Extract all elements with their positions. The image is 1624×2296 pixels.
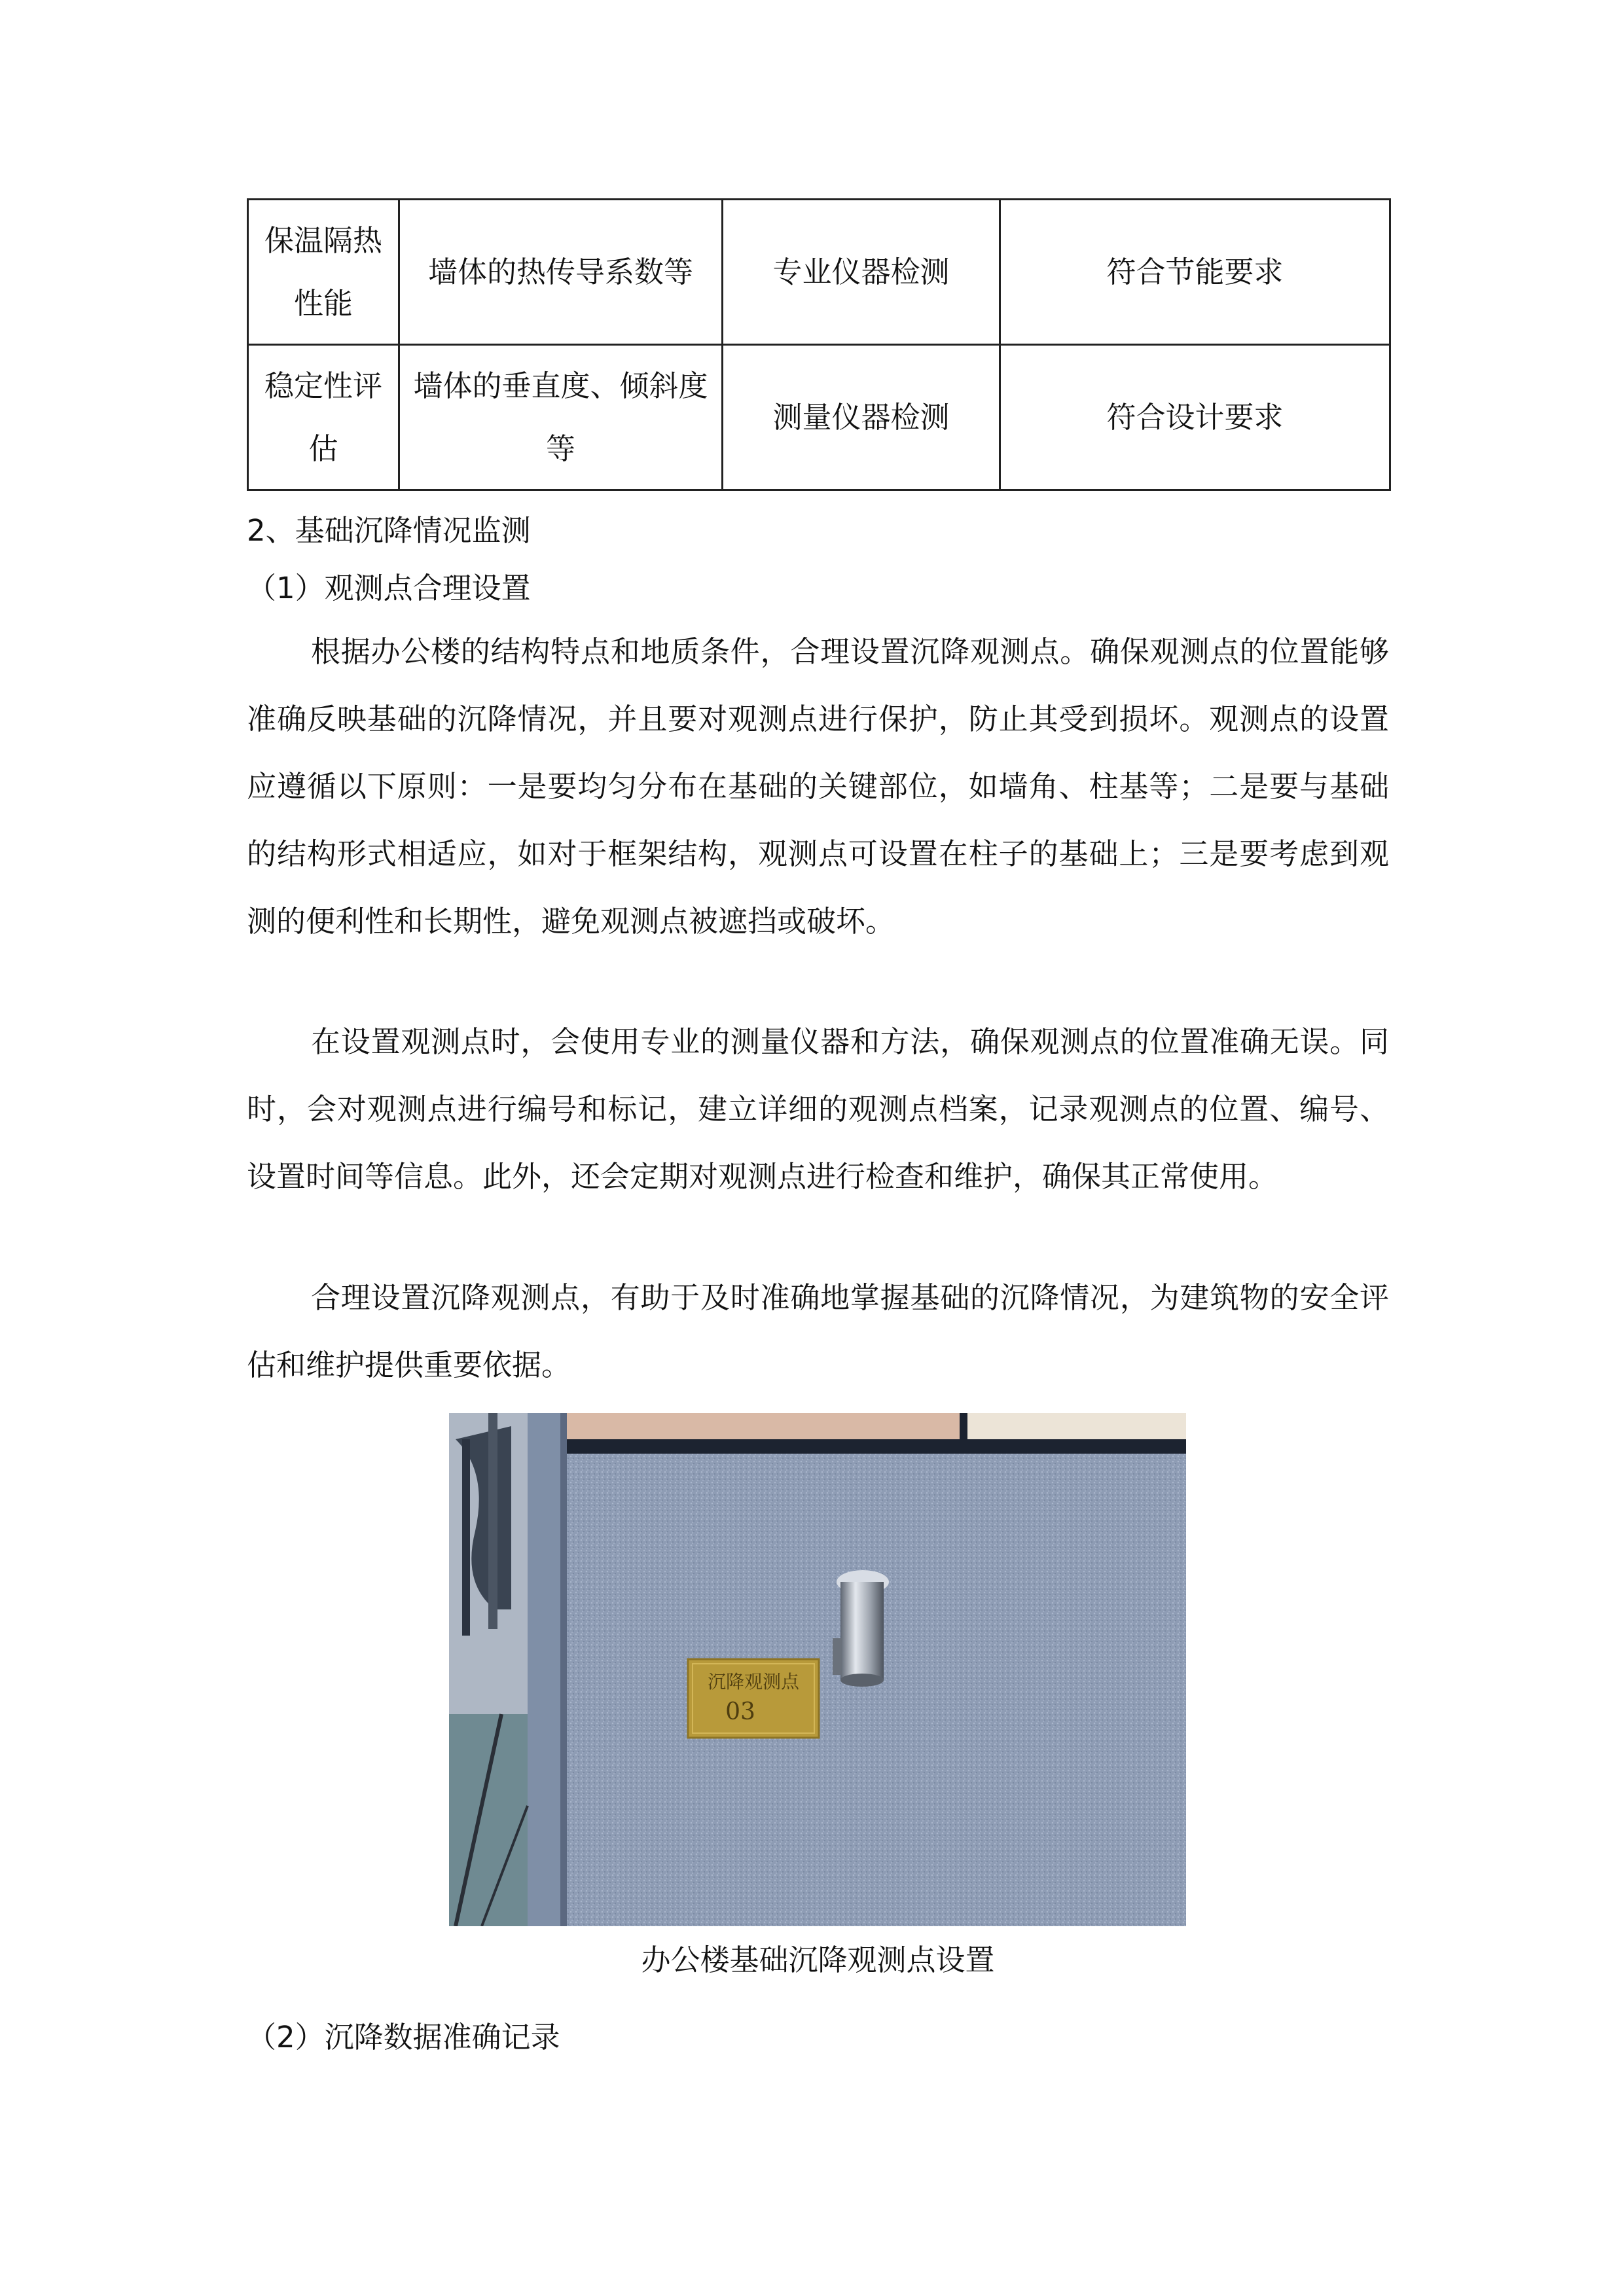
subsection-heading: （2）沉降数据准确记录 [247, 2020, 560, 2054]
table-cell-content: 墙体的热传导系数等 [399, 200, 723, 345]
settlement-point-photo [449, 1413, 1186, 1926]
subsection-heading: （1）观测点合理设置 [247, 571, 531, 605]
table-row [248, 200, 1390, 345]
plate-number: 03 [725, 1698, 755, 1725]
paragraph: 在设置观测点时，会使用专业的测量仪器和方法，确保观测点的位置准确无误。同时，会对观测点进行编号和标记，建立详细的观测点档案，记录观测点的位置、编号、设置时间等信息。此外，还会定期对观测点进行检查和维护，确保其正常使用。 [247, 1024, 1389, 1194]
table-row [248, 345, 1390, 490]
table-cell-content: 墙体的垂直度、倾斜度等 [399, 345, 723, 490]
table-cell-standard: 符合节能要求 [1000, 200, 1390, 345]
photo-illustration [449, 1413, 1186, 1926]
table-cell-standard: 符合设计要求 [1000, 345, 1390, 490]
inspection-table [247, 198, 1391, 491]
table-cell-item: 稳定性评估 [248, 345, 399, 490]
paragraph: 根据办公楼的结构特点和地质条件，合理设置沉降观测点。确保观测点的位置能够准确反映基础的沉降情况，并且要对观测点进行保护，防止其受到损坏。观测点的设置应遵循以下原则：一是要均匀分布在基础的关键部位，如墙角、柱基等；二是要与基础的结构形式相适应，如对于框架结构，观测点可设置在柱子的基础上；三是要考虑到观测的便利性和长期性，避免观测点被遮挡或破坏。 [247, 634, 1389, 939]
paragraph: 合理设置沉降观测点，有助于及时准确地掌握基础的沉降情况，为建筑物的安全评估和维护提供重要依据。 [247, 1280, 1389, 1382]
table-cell-method: 测量仪器检测 [723, 345, 1000, 490]
figure-caption: 办公楼基础沉降观测点设置 [641, 1943, 995, 1977]
plate-label: 沉降观测点 [707, 1671, 800, 1693]
table-cell-method: 专业仪器检测 [723, 200, 1000, 345]
table-cell-item: 保温隔热性能 [248, 200, 399, 345]
section-heading: 2、基础沉降情况监测 [247, 513, 531, 548]
